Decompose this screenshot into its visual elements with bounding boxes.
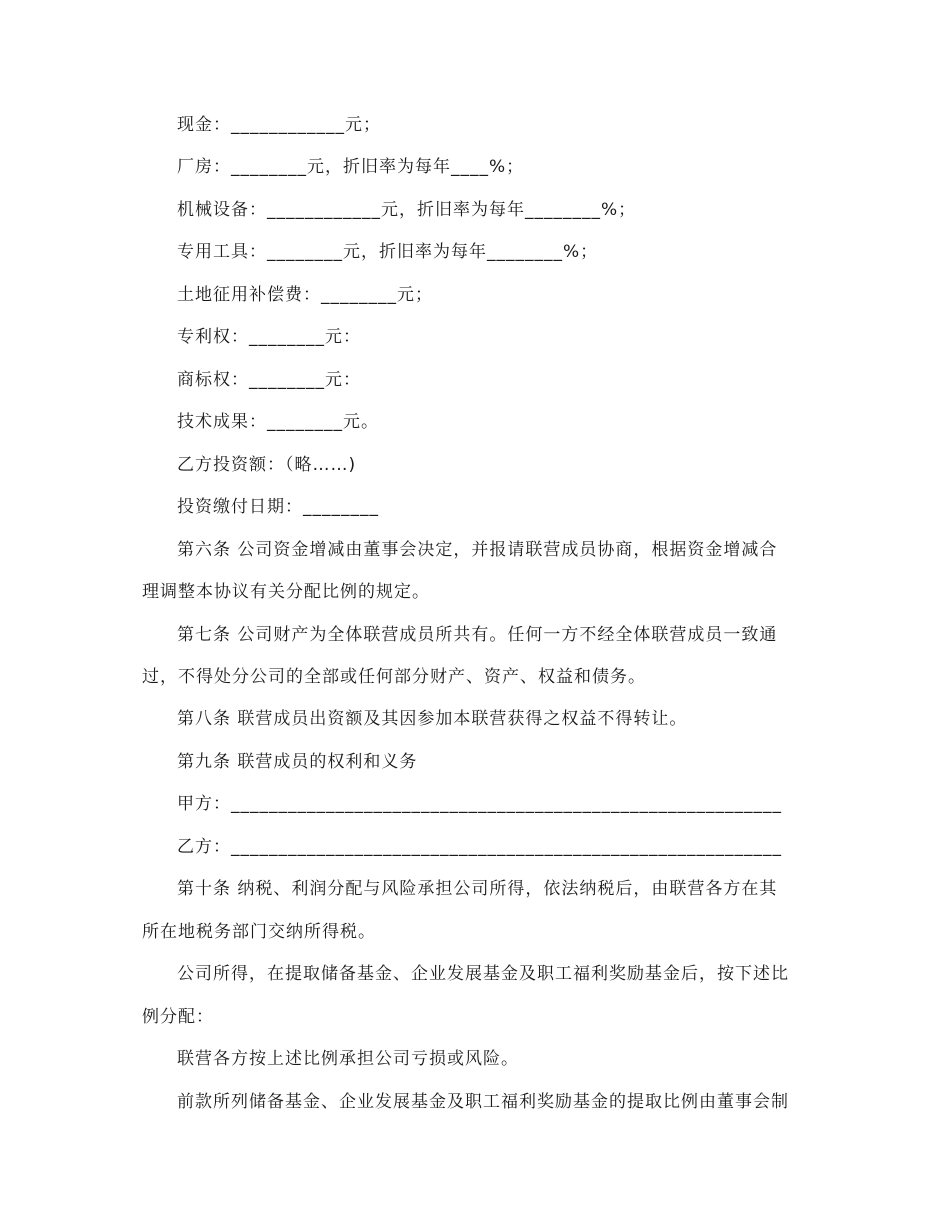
party-b-investment-line: 乙方投资额：（略……) (177, 455, 357, 475)
article-7-line-2: 过，不得处分公司的全部或任何部分财产、资产、权益和债务。 (142, 667, 646, 687)
article-9-line: 第九条 联营成员的权利和义务 (177, 752, 418, 772)
tech-results-line: 技术成果：________元。 (177, 412, 379, 432)
article-7-line-1: 第七条 公司财产为全体联营成员所共有。任何一方不经全体联营成员一致通 (177, 625, 778, 645)
party-a-line: 甲方：__________________________________________________________ (177, 794, 782, 814)
cash-line: 现金：____________元； (177, 115, 381, 135)
profit-distribution-line-2: 例分配： (142, 1007, 214, 1027)
reserve-fund-line: 前款所列储备基金、企业发展基金及职工福利奖励基金的提取比例由董事会制 (177, 1092, 789, 1112)
loss-bearing-line: 联营各方按上述比例承担公司亏损或风险。 (177, 1049, 519, 1069)
machinery-line: 机械设备：____________元，折旧率为每年________%； (177, 200, 637, 220)
patent-line: 专利权：________元： (177, 327, 361, 347)
tools-line: 专用工具：________元，折旧率为每年________%； (177, 242, 599, 262)
trademark-line: 商标权：________元： (177, 370, 361, 390)
profit-distribution-line-1: 公司所得，在提取储备基金、企业发展基金及职工福利奖励基金后，按下述比 (177, 964, 789, 984)
article-10-line-1: 第十条 纳税、利润分配与风险承担公司所得，依法纳税后，由联营各方在其 (177, 879, 778, 899)
land-compensation-line: 土地征用补偿费：________元； (177, 285, 433, 305)
factory-line: 厂房：________元，折旧率为每年____%； (177, 157, 525, 177)
party-b-line: 乙方：__________________________________________________________ (177, 837, 782, 857)
article-6-line-1: 第六条 公司资金增减由董事会决定，并报请联营成员协商，根据资金增减合 (177, 540, 778, 560)
article-10-line-2: 所在地税务部门交纳所得税。 (142, 922, 376, 942)
payment-date-line: 投资缴付日期：________ (177, 497, 379, 517)
article-6-line-2: 理调整本协议有关分配比例的规定。 (142, 582, 430, 602)
article-8-line: 第八条 联营成员出资额及其因参加本联营获得之权益不得转让。 (177, 709, 688, 729)
